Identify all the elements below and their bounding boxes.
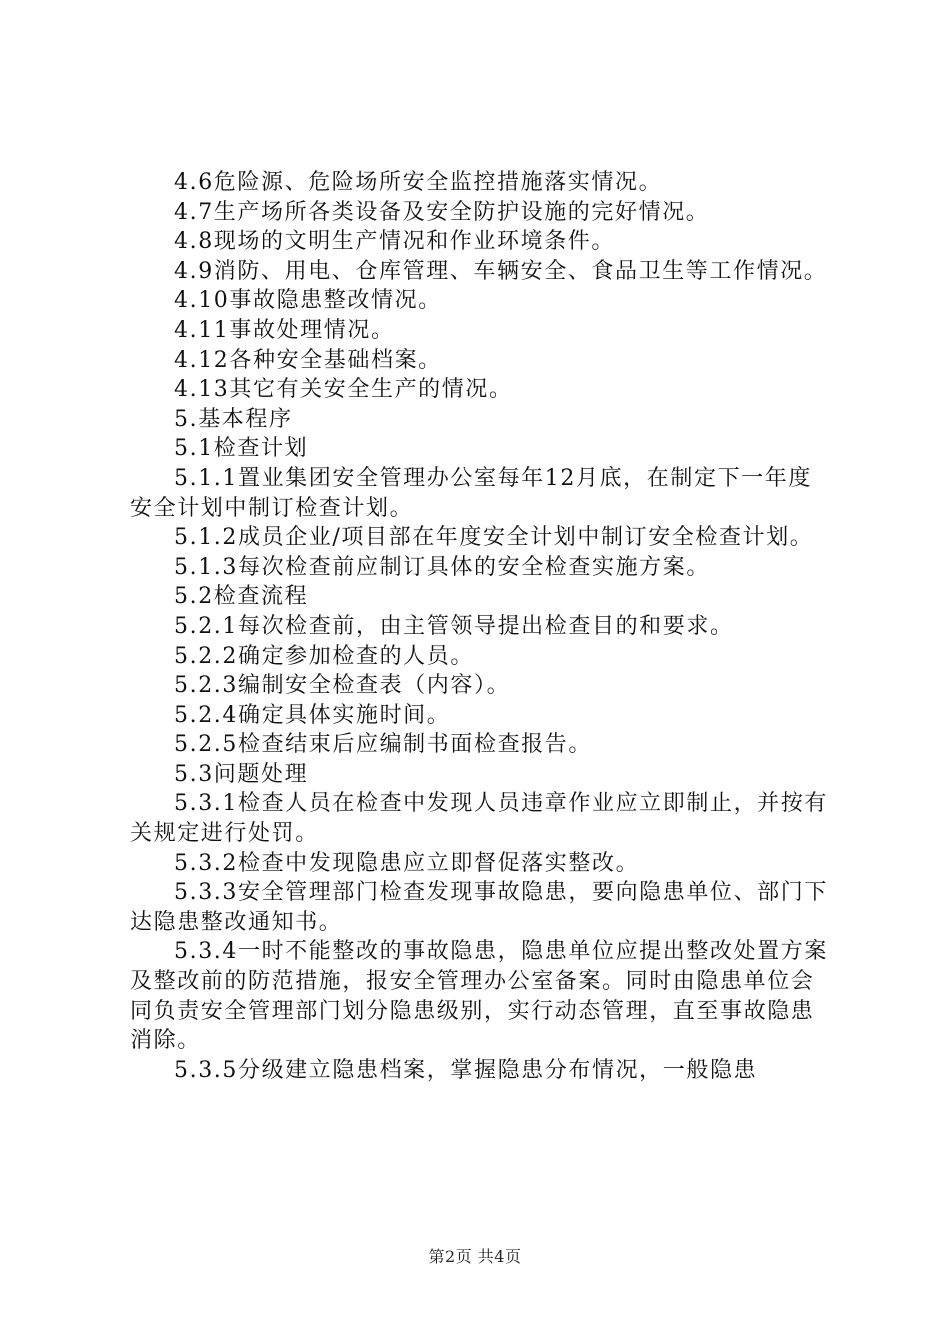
paragraph: 4.11事故处理情况。: [174, 317, 395, 343]
paragraph: 5.2.1每次检查前，由主管领导提出检查目的和要求。: [174, 613, 734, 639]
paragraph: 5.3.3安全管理部门检查发现事故隐患，要向隐患单位、部门下达隐患整改通知书。: [130, 880, 828, 935]
paragraph: 5.3.1检查人员在检查中发现人员违章作业应立即制止，并按有关规定进行处罚。: [130, 791, 828, 847]
subsection-heading: 5.1检查计划: [174, 436, 309, 462]
paragraph: 5.3.5分级建立隐患档案，掌握隐患分布情况，一般隐患: [174, 1057, 758, 1083]
paragraph: 5.1.3每次检查前应制订具体的安全检查实施方案。: [174, 554, 710, 580]
page-footer: 第2页 共4页: [428, 1247, 522, 1266]
subsection-heading: 5.3问题处理: [174, 761, 309, 787]
paragraph: 5.1.2成员企业/项目部在年度安全计划中制订安全检查计划。: [174, 525, 814, 551]
paragraph: 4.6危险源、危险场所安全监控措施落实情况。: [174, 170, 663, 195]
document-body: [130, 168, 830, 1085]
paragraph: 5.1.1置业集团安全管理办公室每年12月底，在制定下一年度安全计划中制订检查计划。: [130, 465, 812, 521]
paragraph: 5.2.3编制安全检查表（内容）。: [174, 673, 511, 699]
subsection-heading: 5.2检查流程: [174, 584, 309, 610]
paragraph: 4.10事故隐患整改情况。: [174, 288, 442, 314]
paragraph: 5.3.4一时不能整改的事故隐患，隐患单位应提出整改处置方案及整改前的防范措施，报安全管理办公室备案。同时由隐患单位会同负责安全管理部门划分隐患级别，实行动态管理，直至事故隐患消除。: [130, 939, 828, 1054]
paragraph: 5.2.2确定参加检查的人员。: [174, 643, 474, 669]
paragraph: 5.3.2检查中发现隐患应立即督促落实整改。: [174, 850, 640, 876]
paragraph: 4.8现场的文明生产情况和作业环境条件。: [174, 229, 615, 255]
paragraph: 4.12各种安全基础档案。: [174, 347, 442, 373]
paragraph: 5.2.5检查结束后应编制书面检查报告。: [174, 732, 592, 758]
paragraph: 4.7生产场所各类设备及安全防护设施的完好情况。: [174, 199, 710, 225]
paragraph: 5.2.4确定具体实施时间。: [174, 702, 451, 728]
paragraph: 4.9消防、用电、仓库管理、车辆安全、食品卫生等工作情况。: [174, 258, 828, 284]
paragraph: 4.13其它有关安全生产的情况。: [174, 377, 513, 403]
section-heading: 5.基本程序: [174, 406, 293, 432]
